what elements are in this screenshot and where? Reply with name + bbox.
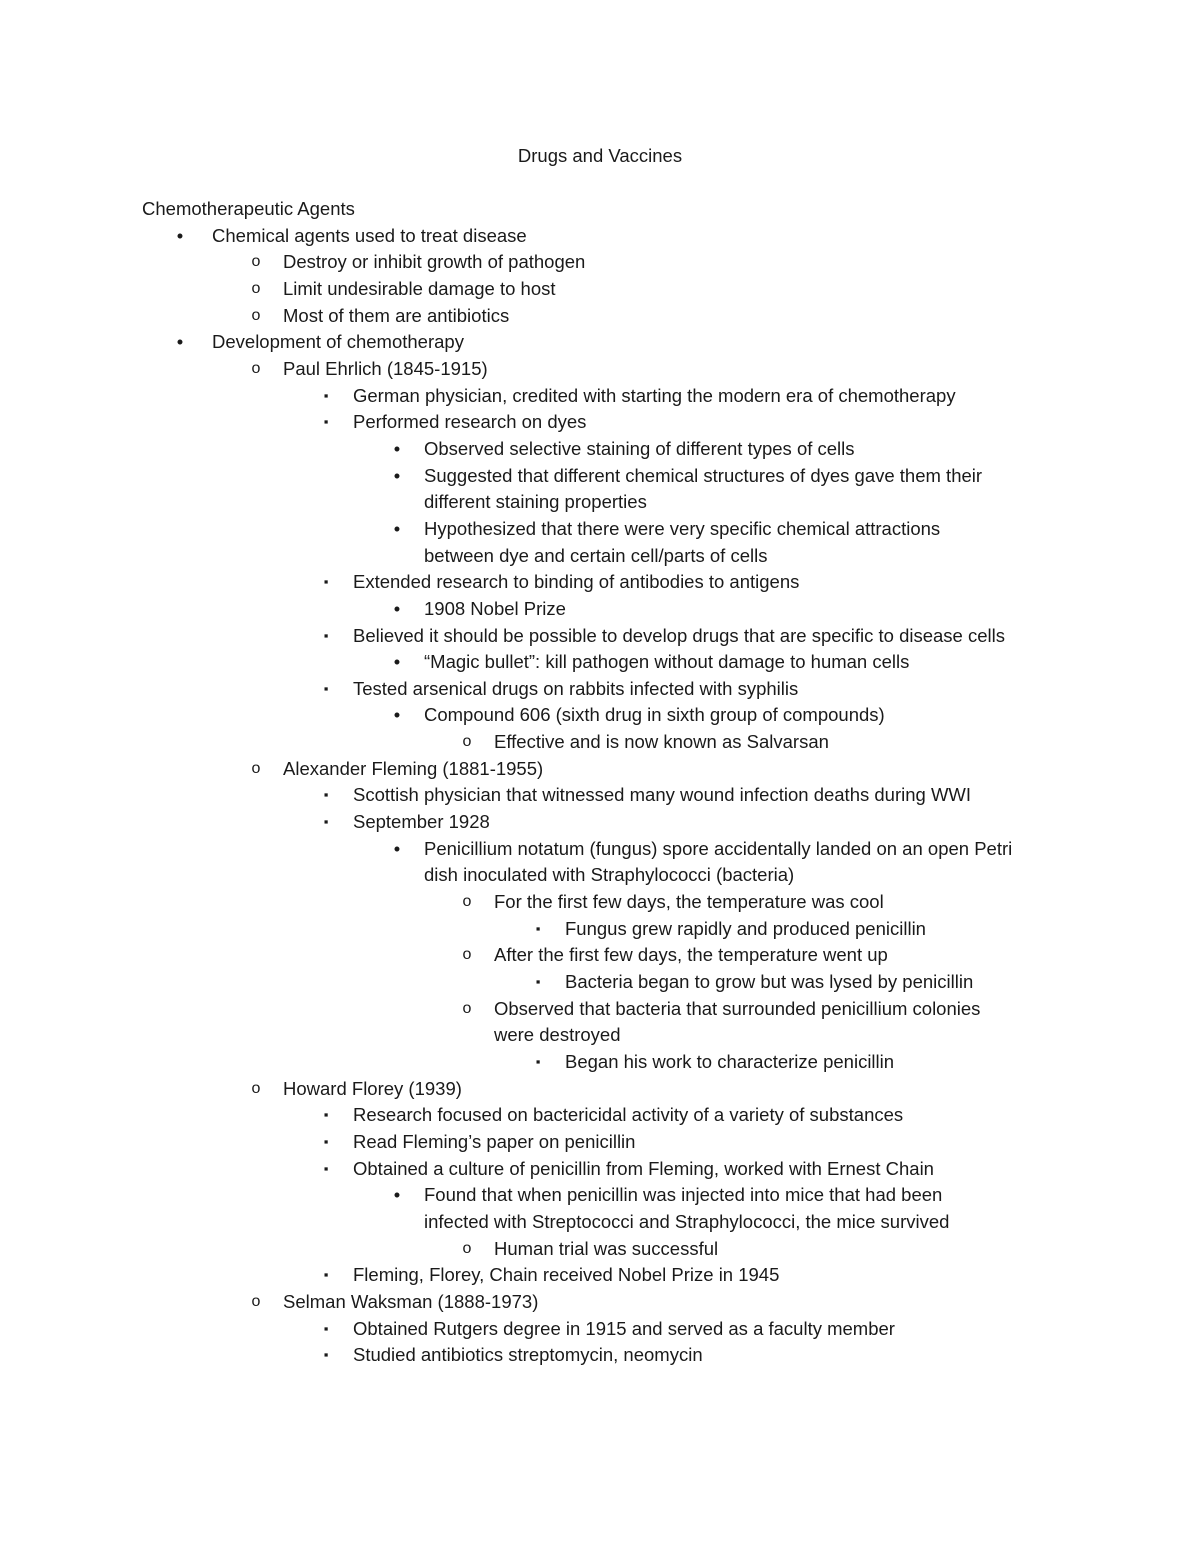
- list-item: [0, 1342, 1200, 1369]
- list-item-text: Extended research to binding of antibodies to antigens: [353, 571, 800, 593]
- circle-marker: o: [462, 999, 472, 1017]
- list-item-text: Read Fleming’s paper on penicillin: [353, 1130, 636, 1152]
- list-item-text: Found that when penicillin was injected into mice that had been: [424, 1184, 943, 1206]
- square-marker: ▪: [323, 1267, 329, 1283]
- list-item-text: September 1928: [353, 811, 490, 833]
- list-item: [0, 969, 1200, 996]
- document-outline: [0, 196, 1200, 1369]
- list-item-text: Obtained Rutgers degree in 1915 and served as a faculty member: [353, 1317, 895, 1339]
- list-item: [0, 1316, 1200, 1343]
- list-item-continuation: [0, 489, 1200, 516]
- list-item-text: Bacteria began to grow but was lysed by penicillin: [565, 971, 974, 993]
- list-item: [0, 303, 1200, 330]
- list-item: [0, 1102, 1200, 1129]
- bullet-marker: •: [393, 837, 401, 859]
- list-item: [0, 1076, 1200, 1103]
- circle-marker: o: [462, 1239, 472, 1257]
- square-marker: ▪: [323, 1107, 329, 1123]
- list-item-text: German physician, credited with starting the modern era of chemotherapy: [353, 384, 956, 406]
- list-item: [0, 996, 1200, 1023]
- list-item: [0, 623, 1200, 650]
- list-item-text: Destroy or inhibit growth of pathogen: [283, 251, 586, 273]
- list-item: [0, 889, 1200, 916]
- list-item-text: Selman Waksman (1888-1973): [283, 1290, 539, 1312]
- square-marker: ▪: [535, 974, 541, 990]
- list-item-text: Compound 606 (sixth drug in sixth group of compounds): [424, 704, 885, 726]
- list-item-text: After the first few days, the temperature went up: [494, 944, 888, 966]
- list-item-text: For the first few days, the temperature was cool: [494, 891, 884, 913]
- list-item: [0, 356, 1200, 383]
- bullet-marker: •: [393, 651, 401, 673]
- list-item-text: Penicillium notatum (fungus) spore accidentally landed on an open Petri: [424, 837, 1013, 859]
- square-marker: ▪: [323, 414, 329, 430]
- list-item-text: Human trial was successful: [494, 1237, 719, 1259]
- square-marker: ▪: [323, 627, 329, 643]
- list-item: [0, 1289, 1200, 1316]
- list-item: [0, 676, 1200, 703]
- square-marker: ▪: [323, 787, 329, 803]
- list-item-text: Hypothesized that there were very specific chemical attractions: [424, 517, 941, 539]
- list-item-text: Performed research on dyes: [353, 411, 587, 433]
- list-item-text: Believed it should be possible to develop drugs that are specific to disease cells: [353, 624, 1005, 646]
- list-item-text: Fungus grew rapidly and produced penicillin: [565, 917, 926, 939]
- list-item-text: Most of them are antibiotics: [283, 304, 510, 326]
- list-item: [0, 1129, 1200, 1156]
- list-item-text: Studied antibiotics streptomycin, neomycin: [353, 1344, 703, 1366]
- list-item: [0, 809, 1200, 836]
- list-item: [0, 916, 1200, 943]
- circle-marker: o: [251, 759, 261, 777]
- section-heading: [0, 196, 1200, 223]
- list-item-text: Paul Ehrlich (1845-1915): [283, 357, 488, 379]
- circle-marker: o: [251, 253, 261, 271]
- list-item-text: Limit undesirable damage to host: [283, 277, 556, 299]
- list-item: [0, 1236, 1200, 1263]
- list-item-text: 1908 Nobel Prize: [424, 597, 566, 619]
- list-item: [0, 383, 1200, 410]
- list-item-text: dish inoculated with Straphylococci (bacteria): [424, 864, 795, 886]
- circle-marker: o: [251, 306, 261, 324]
- bullet-marker: •: [393, 464, 401, 486]
- list-item-continuation: [0, 1022, 1200, 1049]
- list-item-text: infected with Streptococci and Straphylococci, the mice survived: [424, 1210, 950, 1232]
- square-marker: ▪: [323, 814, 329, 830]
- list-item-continuation: [0, 1209, 1200, 1236]
- bullet-marker: •: [393, 437, 401, 459]
- list-item: [0, 596, 1200, 623]
- square-marker: ▪: [323, 1160, 329, 1176]
- list-item-text: “Magic bullet”: kill pathogen without damage to human cells: [424, 651, 910, 673]
- square-marker: ▪: [323, 1347, 329, 1363]
- list-item-text: between dye and certain cell/parts of cells: [424, 544, 768, 566]
- list-item-text: Alexander Fleming (1881-1955): [283, 757, 544, 779]
- list-item: [0, 436, 1200, 463]
- square-marker: ▪: [323, 1320, 329, 1336]
- list-item-text: Chemical agents used to treat disease: [212, 224, 527, 246]
- list-item-text: Suggested that different chemical structures of dyes gave them their: [424, 464, 983, 486]
- list-item: [0, 836, 1200, 863]
- list-item-text: were destroyed: [494, 1024, 621, 1046]
- circle-marker: o: [251, 1292, 261, 1310]
- list-item-text: Scottish physician that witnessed many wound infection deaths during WWI: [353, 784, 972, 806]
- list-item-text: Research focused on bactericidal activity of a variety of substances: [353, 1104, 904, 1126]
- square-marker: ▪: [323, 680, 329, 696]
- list-item: [0, 516, 1200, 543]
- circle-marker: o: [251, 359, 261, 377]
- bullet-marker: •: [393, 517, 401, 539]
- circle-marker: o: [462, 946, 472, 964]
- list-item-text: Fleming, Florey, Chain received Nobel Prize in 1945: [353, 1264, 780, 1286]
- list-item-text: Chemotherapeutic Agents: [142, 198, 355, 219]
- list-item: [0, 756, 1200, 783]
- list-item-text: different staining properties: [424, 491, 647, 513]
- list-item: [0, 729, 1200, 756]
- list-item-text: Began his work to characterize penicillin: [565, 1051, 895, 1072]
- list-item: [0, 409, 1200, 436]
- list-item: [0, 276, 1200, 303]
- list-item: [0, 569, 1200, 596]
- list-item-continuation: [0, 862, 1200, 889]
- circle-marker: o: [251, 279, 261, 297]
- square-marker: ▪: [323, 387, 329, 403]
- list-item-text: Effective and is now known as Salvarsan: [494, 731, 829, 753]
- circle-marker: o: [462, 733, 472, 751]
- square-marker: ▪: [323, 1133, 329, 1149]
- list-item-continuation: [0, 543, 1200, 570]
- bullet-marker: •: [176, 331, 184, 353]
- bullet-marker: •: [393, 1184, 401, 1206]
- list-item-text: Observed selective staining of different types of cells: [424, 437, 855, 459]
- bullet-marker: •: [393, 597, 401, 619]
- square-marker: ▪: [323, 574, 329, 590]
- list-item-text: Development of chemotherapy: [212, 331, 464, 353]
- list-item: [0, 329, 1200, 356]
- bullet-marker: •: [176, 224, 184, 246]
- square-marker: ▪: [535, 920, 541, 936]
- list-item: [0, 463, 1200, 490]
- list-item-text: Tested arsenical drugs on rabbits infected with syphilis: [353, 677, 799, 699]
- list-item-text: Howard Florey (1939): [283, 1077, 462, 1099]
- list-item: [0, 782, 1200, 809]
- list-item: [0, 223, 1200, 250]
- list-item-text: Obtained a culture of penicillin from Fleming, worked with Ernest Chain: [353, 1157, 934, 1179]
- list-item: [0, 1182, 1200, 1209]
- list-item: [0, 702, 1200, 729]
- list-item: [0, 1049, 1200, 1076]
- bullet-marker: •: [393, 704, 401, 726]
- list-item: [0, 942, 1200, 969]
- square-marker: ▪: [535, 1054, 541, 1069]
- list-item: [0, 249, 1200, 276]
- circle-marker: o: [251, 1079, 261, 1097]
- list-item: [0, 1156, 1200, 1183]
- circle-marker: o: [462, 893, 472, 911]
- list-item-text: Observed that bacteria that surrounded penicillium colonies: [494, 997, 981, 1019]
- page-title: Drugs and Vaccines: [517, 145, 683, 166]
- list-item: [0, 649, 1200, 676]
- list-item: [0, 1262, 1200, 1289]
